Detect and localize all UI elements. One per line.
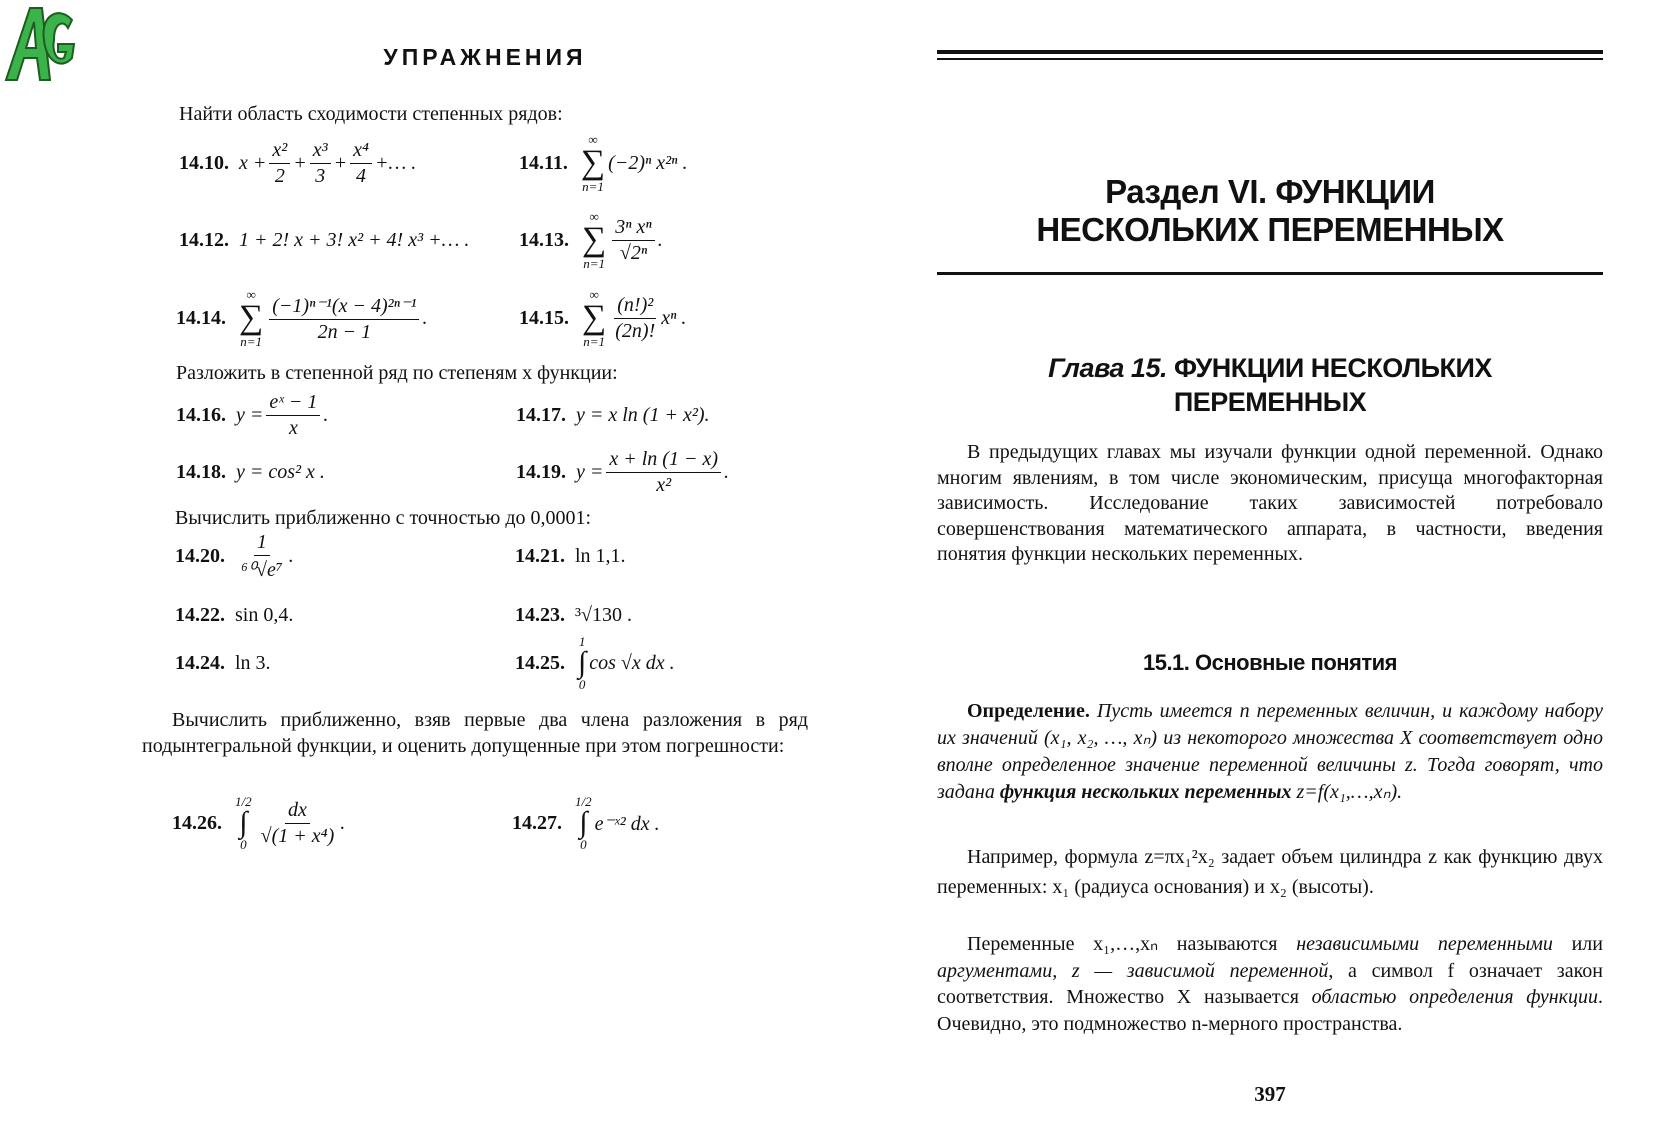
exercise-14-19: [516, 442, 729, 502]
formula-text: x +: [239, 151, 267, 174]
fraction: [269, 293, 419, 344]
integral: [578, 635, 586, 691]
exercise-14-18: [176, 442, 325, 502]
exercise-number: 14.12.: [179, 228, 229, 251]
formula-text: .: [288, 544, 294, 567]
formula-text: y =: [236, 403, 264, 426]
formula-text: cos √x dx .: [589, 651, 675, 674]
fraction-numerator: 1: [254, 531, 270, 556]
instruction-integrals: Вычислить приближенно, взяв первые два члена разложения в ряд подынтегральной функции, и оценить допущенные при этом погрешности:: [142, 709, 808, 757]
fraction: [310, 139, 331, 188]
fraction-numerator: x + ln (1 − x): [606, 448, 721, 473]
definition-label: Определение.: [967, 700, 1090, 722]
fraction-denominator: 3: [315, 164, 326, 187]
integral: [575, 795, 592, 851]
exercise-number: 14.27.: [512, 811, 562, 834]
fraction-numerator: dx: [285, 799, 310, 824]
formula-text: y = cos² x .: [236, 460, 325, 483]
sigma-symbol: ∑: [582, 221, 607, 258]
fraction: [258, 799, 338, 848]
exercise-14-12: [179, 210, 469, 270]
fraction-numerator: x⁴: [350, 139, 372, 164]
exercise-number: 14.16.: [176, 403, 226, 426]
example-paragraph: Например, формула z=πx₁²x₂ задает объем цилиндра z как функцию двух переменных: x₁ (радиуса основания) и x₂ (высоты).: [937, 846, 1603, 898]
fraction: [238, 531, 286, 582]
exercise-number: 14.20.: [175, 544, 225, 567]
formula-text: +… .: [374, 151, 417, 174]
fraction-denominator: x: [288, 416, 298, 439]
fraction: [350, 139, 372, 188]
exercise-number: 14.25.: [515, 651, 565, 674]
definition-paragraph: [937, 698, 1603, 806]
exercise-14-20: [175, 526, 294, 586]
sigma-symbol: ∑: [580, 144, 606, 181]
variables-text-1: Переменные x₁,…,xₙ называются: [967, 933, 1297, 955]
exercise-number: 14.18.: [176, 460, 226, 483]
exercise-14-13: [519, 210, 663, 270]
fraction-numerator: x³: [310, 139, 331, 164]
exercise-number: 14.17.: [516, 403, 566, 426]
section-title-line-1: Раздел VI. ФУНКЦИИ: [1105, 173, 1435, 210]
definition-term: функция нескольких переменных: [999, 781, 1292, 803]
exercise-14-21: [515, 526, 626, 586]
variables-text-2: или: [1552, 933, 1603, 955]
instruction-convergence: Найти область сходимости степенных рядов:: [179, 103, 563, 125]
logo: [0, 0, 78, 92]
top-rule-thin: [937, 58, 1603, 60]
fraction: [612, 216, 654, 265]
variables-paragraph: [937, 931, 1603, 1037]
chapter-title-line-2: ПЕРЕМЕННЫХ: [1173, 387, 1367, 417]
exercise-14-14: [176, 288, 427, 348]
exercise-14-15: [519, 288, 686, 348]
fraction: [606, 448, 721, 497]
top-rule-thick: [937, 50, 1603, 54]
formula-text: (−2)ⁿ x²ⁿ .: [608, 151, 688, 174]
fraction-denominator: 2: [274, 164, 285, 187]
fraction-denominator: 2n − 1: [317, 320, 372, 343]
summation: [582, 288, 606, 348]
lower-limit: 0: [580, 837, 587, 852]
formula-text: +: [333, 151, 348, 174]
variables-text-4: . Очевидно, это подмножество n-мерного пространства.: [937, 986, 1603, 1035]
exercise-number: 14.21.: [515, 544, 565, 567]
lower-limit: 0: [240, 837, 247, 852]
formula-text: sin 0,4.: [235, 603, 294, 626]
formula-text: .: [340, 811, 346, 834]
exercise-number: 14.15.: [519, 306, 569, 329]
exercise-number: 14.11.: [519, 151, 568, 174]
exercise-number: 14.14.: [176, 306, 226, 329]
summation: [239, 288, 263, 348]
lower-limit: 0: [578, 677, 586, 692]
lower-limit: n=1: [583, 256, 606, 271]
formula-text: y =: [576, 460, 604, 483]
exercise-14-11: [519, 133, 687, 193]
integral: [235, 795, 252, 851]
formula-text: .: [724, 460, 729, 483]
section-rule: [937, 272, 1603, 275]
exercise-number: 14.19.: [516, 460, 566, 483]
lower-limit: n=1: [240, 334, 263, 349]
formula-text: .: [323, 403, 329, 426]
exercise-14-16: [176, 385, 328, 445]
exercise-14-24: [175, 633, 271, 693]
formula-text: y = x ln (1 + x²).: [576, 403, 710, 426]
sigma-symbol: ∑: [582, 299, 607, 336]
fraction-denominator: x²: [656, 473, 672, 496]
intro-paragraph: В предыдущих главах мы изучали функции одной переменной. Однако многим явлениям, в том числе экономическим, присуща многофакторная зависимость. Исследование таких зависимостей потребовало совершенствования математического аппарата, в частности, введения понятия функции нескольких переменных.: [937, 441, 1603, 566]
integral-symbol: ∫: [579, 806, 588, 839]
definition-formula: z=f(x₁,…,xₙ).: [1291, 781, 1403, 803]
summation: [581, 133, 605, 193]
term-independent-variables: независимыми переменными: [1296, 933, 1553, 955]
fraction-numerator: (n!)²: [614, 294, 656, 319]
exercise-number: 14.23.: [515, 603, 565, 626]
integral-symbol: ∫: [239, 806, 248, 839]
fraction-numerator: (−1)ⁿ⁻¹(x − 4)²ⁿ⁻¹: [269, 293, 419, 320]
fraction: [266, 391, 320, 440]
fraction: [269, 139, 290, 188]
formula-text: +: [293, 151, 307, 174]
exercise-14-10: [179, 133, 416, 193]
fraction-denominator: √(1 + x⁴): [260, 824, 335, 847]
upper-limit: ∞: [589, 209, 599, 224]
section-title-line-2: НЕСКОЛЬКИХ ПЕРЕМЕННЫХ: [1036, 211, 1504, 248]
upper-limit: 1/2: [235, 794, 252, 809]
variables-text-3: , а символ f означает закон соответствия. Множество X называется: [937, 959, 1603, 1008]
exercise-number: 14.24.: [175, 651, 225, 674]
upper-limit: ∞: [246, 287, 256, 302]
lower-limit: n=1: [583, 334, 606, 349]
fraction: [612, 294, 658, 343]
fraction-numerator: 3ⁿ xⁿ: [612, 216, 654, 241]
upper-limit: ∞: [589, 287, 599, 302]
formula-text: xⁿ .: [661, 306, 687, 329]
formula-text: ln 1,1.: [575, 544, 626, 567]
definition-text: Пусть имеется n переменных величин, и каждому набору их значений (x₁, x₂, …, xₙ) из некоторого множества X соответствует одно вполне определенное значение переменной величины z. Тогда говорят, что задана: [937, 700, 1603, 803]
lower-limit: n=1: [582, 179, 604, 194]
sigma-symbol: ∑: [239, 299, 264, 336]
formula-text: .: [422, 306, 428, 329]
exercise-14-17: [516, 385, 710, 445]
subsection-title: 15.1. Основные понятия: [1142, 650, 1398, 675]
formula-text: 1 + 2! x + 3! x² + 4! x³ +… .: [239, 228, 470, 251]
integral-symbol: ∫: [578, 646, 587, 679]
fraction-numerator: x²: [269, 139, 290, 164]
fraction-denominator: √2ⁿ: [619, 241, 648, 264]
exercise-number: 14.10.: [179, 151, 229, 174]
exercise-number: 14.13.: [519, 228, 569, 251]
exercise-number: 14.26.: [172, 811, 222, 834]
instruction-approximate: Вычислить приближенно с точностью до 0,0001:: [175, 507, 592, 529]
upper-limit: ∞: [588, 132, 598, 147]
instruction-expand: Разложить в степенной ряд по степеням x функции:: [176, 362, 618, 384]
formula-text: ³√130 .: [575, 603, 632, 626]
upper-limit: 1: [578, 634, 586, 649]
fraction-numerator: eˣ − 1: [266, 391, 320, 416]
formula-text: .: [657, 228, 663, 251]
exercise-number: 14.22.: [175, 603, 225, 626]
chapter-label: Глава 15.: [1048, 353, 1167, 383]
formula-text: ln 3.: [235, 651, 271, 674]
upper-limit: 1/2: [575, 794, 592, 809]
term-domain: областью определения функции: [1311, 986, 1598, 1008]
term-arguments: аргументами, z — зависимой переменной: [937, 959, 1329, 982]
formula-text: e⁻ˣ² dx .: [594, 812, 660, 835]
page-number: 397: [1254, 1082, 1286, 1106]
fraction-denominator: 4: [356, 164, 367, 187]
exercise-14-26: [172, 793, 345, 853]
fraction-denominator: (2n)!: [615, 319, 656, 342]
exercise-14-25: [515, 633, 675, 693]
exercise-14-27: [512, 793, 660, 853]
summation: [582, 210, 606, 270]
chapter-title-text: ФУНКЦИИ НЕСКОЛЬКИХ: [1173, 353, 1492, 383]
chapter-title-line-1: [937, 352, 1603, 385]
exercises-title: УПРАЖНЕНИЯ: [383, 44, 587, 70]
fraction-denominator: ⁶⁰√e⁷: [241, 558, 283, 581]
